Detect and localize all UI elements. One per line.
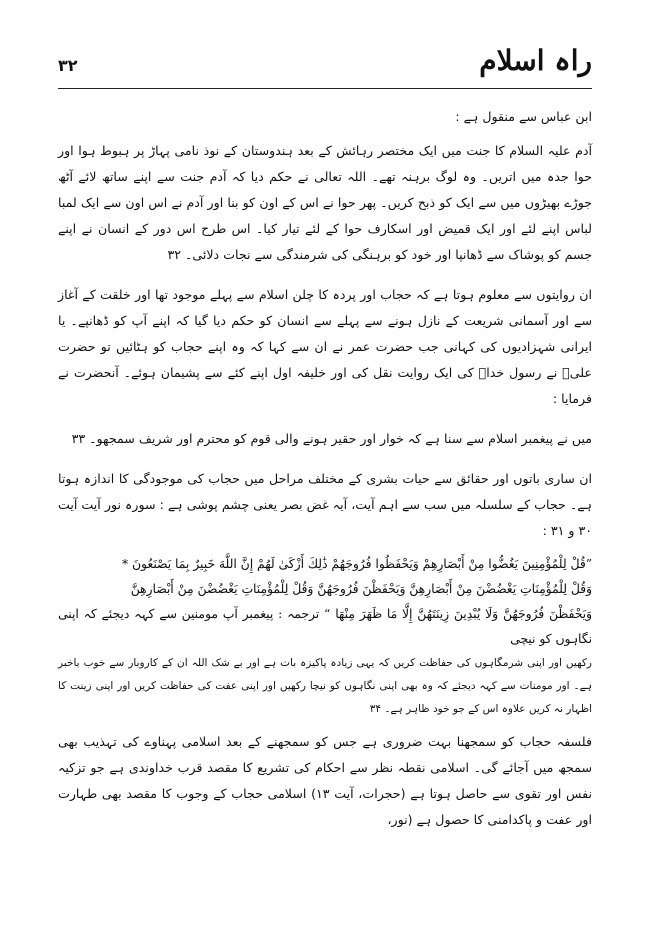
page-number: ۳۲: [58, 56, 78, 75]
page-body: [58, 104, 592, 833]
paragraph-gap: [58, 412, 592, 426]
paragraph-traditions: ان روایتوں سے معلوم ہوتا ہے کہ حجاب اور پردہ کا چلن اسلام سے پہلے موجود تھا اور خلقت کے آغاز سے اور آسمانی شریعت کے نازل ہونے سے پہلے سے انسان کو حکم دیا گیا کہ اپنے آپ کو ڈھانپے۔ یا ایرانی شہزادیوں کی کہانی جب حضرت عمر نے ان سے کہا کہ وہ اپنے حجاب کو ہٹائیں تو حضرت علیؑ نے رسول خداؐ کی ایک روایت نقل کی اور خلیفہ اول اپنے کئے سے پشیمان ہوئے۔ آنحضرت نے فرمایا :: [58, 287, 592, 406]
paragraph-verse-intro: ان ساری باتوں اور حقائق سے حیات بشری کے مختلف مراحل میں حجاب کی موجودگی کا اندازہ ہوتا ہے۔ حجاب کے سلسلہ میں سب سے اہم آیت، آیہ غض بصر یعنی چشم پوشی ہے : سورہ نور آیت آیت ۳۰ و ۳۱ :: [58, 471, 592, 538]
quran-verse-line-3: وَيَحْفَظْنَ فُرُوجَهُنَّ وَلَا يُبْدِينَ زِينَتَهُنَّ إِلَّا مَا ظَهَرَ مِنْهَا “ ترجمہ : پیغمبر آپ مومنین سے کہہ دیجئے کہ اپنی نگاہوں کو نیچی: [58, 607, 592, 646]
paragraph-gap: [58, 268, 592, 282]
intro-line: ابن عباس سے منقول ہے :: [455, 109, 592, 124]
paragraph-philosophy: فلسفہ حجاب کو سمجھنا بہت ضروری ہے جس کو سمجھنے کے بعد اسلامی پہناوے کی تہذیب بھی سمجھ میں آجائے گی۔ اسلامی نقطہ نظر سے احکام کی تشریع کا مقصد قرب خداوندی ہے جو تزکیہ نفس اور تقوی سے حاصل ہوتا ہے (حجرات، آیت ۱۳) اسلامی حجاب کے وجوب کا مقصد بھی طہارت اور عفت و پاکدامنی کا حصول ہے (نور،: [58, 734, 592, 827]
running-title: راہ اسلام: [479, 44, 592, 77]
verse-translation: رکھیں اور اپنی شرمگاہوں کی حفاظت کریں کہ یہی زیادہ پاکیزہ بات ہے اور بے شک اللہ ان کے کاروبار سے خوب باخبر ہے۔ اور مومنات سے کہہ دیجئے کہ وہ بھی اپنی نگاہوں کو نیچا رکھیں اور اپنی عفت کی حفاظت کریں اور اپنی زینت کا اظہار نہ کریں علاوہ اس کے جو خود ظاہر ہے۔ ۳۴: [58, 657, 592, 715]
quran-verse-line-2: وَقُلْ لِلْمُؤْمِنَاتِ يَغْضُضْنَ مِنْ أَبْصَارِهِنَّ وَيَحْفَظْنَ فُرُوجَهُنَّ وَقُلْ لِلْمُؤْمِنَاتِ يَغْضُضْنَ مِنْ أَبْصَارِهِنَّ: [130, 582, 592, 596]
paragraph-gap: [58, 452, 592, 466]
paragraph-adam-narration: آدم علیہ السلام کا جنت میں ایک مختصر رہائش کے بعد ہندوستان کے نوذ نامی پہاڑ پر ہبوط ہوا اور حوا جدہ میں اتریں۔ وہ لوگ برہنہ تھے۔ اللہ تعالی نے حکم دیا کہ آدم جنت سے اپنے ساتھ لائے آٹھ جوڑے بھیڑوں میں سے ایک کو ذبح کریں۔ پھر حوا نے اس کے اون کو بنا اور آدم نے اس اون سے ایک لمبا لباس اپنے لئے اور ایک قمیض اور اسکارف حوا کے لئے تیار کیا۔ اس طرح اس دور کے انسان نے اپنے جسم کو پوشاک سے ڈھانپا اور خود کو برہنگی کی شرمندگی سے نجات دلائی۔ ۳۲: [58, 143, 592, 262]
page-header: [58, 44, 592, 84]
paragraph-gap: [58, 544, 592, 552]
paragraph-gap: [58, 721, 592, 729]
hadith-quote: میں نے پیغمبر اسلام سے سنا ہے کہ خوار اور حقیر ہونے والی قوم کو محترم اور شریف سمجھو۔ ۳۳: [71, 431, 592, 446]
header-divider: [58, 88, 592, 89]
quran-verse-line-1: ”قُلْ لِلْمُؤْمِنِينَ يَغُضُّوا مِنْ أَبْصَارِهِمْ وَيَحْفَظُوا فُرُوجَهُمْ ذَٰلِكَ أَزْكَىٰ لَهُمْ إِنَّ اللَّهَ خَبِيرٌ بِمَا يَصْنَعُونَ *: [121, 557, 592, 571]
